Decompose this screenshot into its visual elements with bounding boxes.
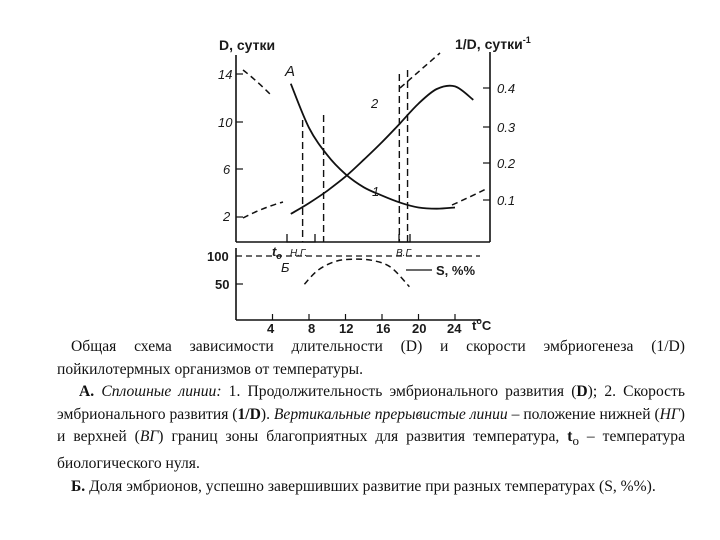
y-right-tick-0.4: 0.4	[497, 81, 516, 96]
caption-part-b: Б. Доля эмбрионов, успешно завершивших развитие при разных температурах (S, %%).	[71, 477, 656, 495]
x-tick-12: 12	[339, 321, 354, 335]
lower-limit-label: Н.Г.	[290, 248, 308, 259]
x-tick-marks	[273, 314, 456, 320]
x-tick-4: 4	[267, 321, 275, 335]
curve-1-label: 1	[372, 184, 380, 199]
caption-title: Общая схема зависимости длительности (D) и скорости эмбриогенеза (1/D) пойкилотермных организмов от температуры.	[57, 338, 685, 378]
y-right-tick-0.3: 0.3	[497, 120, 516, 135]
y-left-tick-10: 10	[218, 115, 233, 130]
panel-b	[207, 248, 492, 335]
y-right-tick-0.2: 0.2	[497, 156, 516, 171]
y-right-tick-0.1: 0.1	[497, 193, 516, 208]
upper-limit-label: В.Г.	[396, 248, 413, 259]
figure-caption	[57, 336, 685, 498]
y-left-tick-6: 6	[223, 162, 231, 177]
panel-b-label: Б	[281, 260, 290, 275]
panel-a-label: А	[285, 63, 296, 80]
t0-label: $t_о$	[272, 244, 282, 261]
panel-b-y-tick-100: 100	[207, 249, 229, 264]
x-tick-24: 24	[447, 321, 462, 335]
x-tick-16: 16	[376, 321, 391, 335]
y-left-tick-2: 2	[223, 209, 231, 224]
y-left-axis-title: D, сутки	[219, 37, 276, 53]
caption-part-a: А. Сплошные линии: 1. Продолжительность эмбрионального развития (D); 2. Скорость эмбрионального развития (1/D). Вертикальные прерывистые линии – положение нижней (НГ) и верхней (ВГ) границ зоны благоприятных для развития температура, $t_o$ – температура биологического нуля.	[57, 383, 685, 473]
x-tick-20: 20	[412, 321, 427, 335]
x-axis-title: $t^оC$	[472, 316, 492, 333]
upper-limit-bracket	[399, 234, 410, 242]
curve-1-dashed-extension	[243, 70, 272, 96]
curve-2-dashed-tail	[243, 202, 283, 218]
y-right-axis-title: 1/D, сутки$^{-1}$	[455, 35, 531, 52]
curve-2-dashed-extension	[400, 53, 440, 88]
lower-limit-bracket	[287, 234, 315, 242]
y-left-tick-14: 14	[218, 67, 233, 82]
panel-b-y-tick-50: 50	[215, 277, 230, 292]
curve-2-label: 2	[371, 96, 379, 111]
curve-1-dashed-tail	[452, 189, 486, 205]
panel-a	[218, 35, 531, 261]
x-tick-8: 8	[308, 321, 316, 335]
s-label: S, %%	[436, 263, 476, 278]
survival-curve	[304, 259, 409, 287]
